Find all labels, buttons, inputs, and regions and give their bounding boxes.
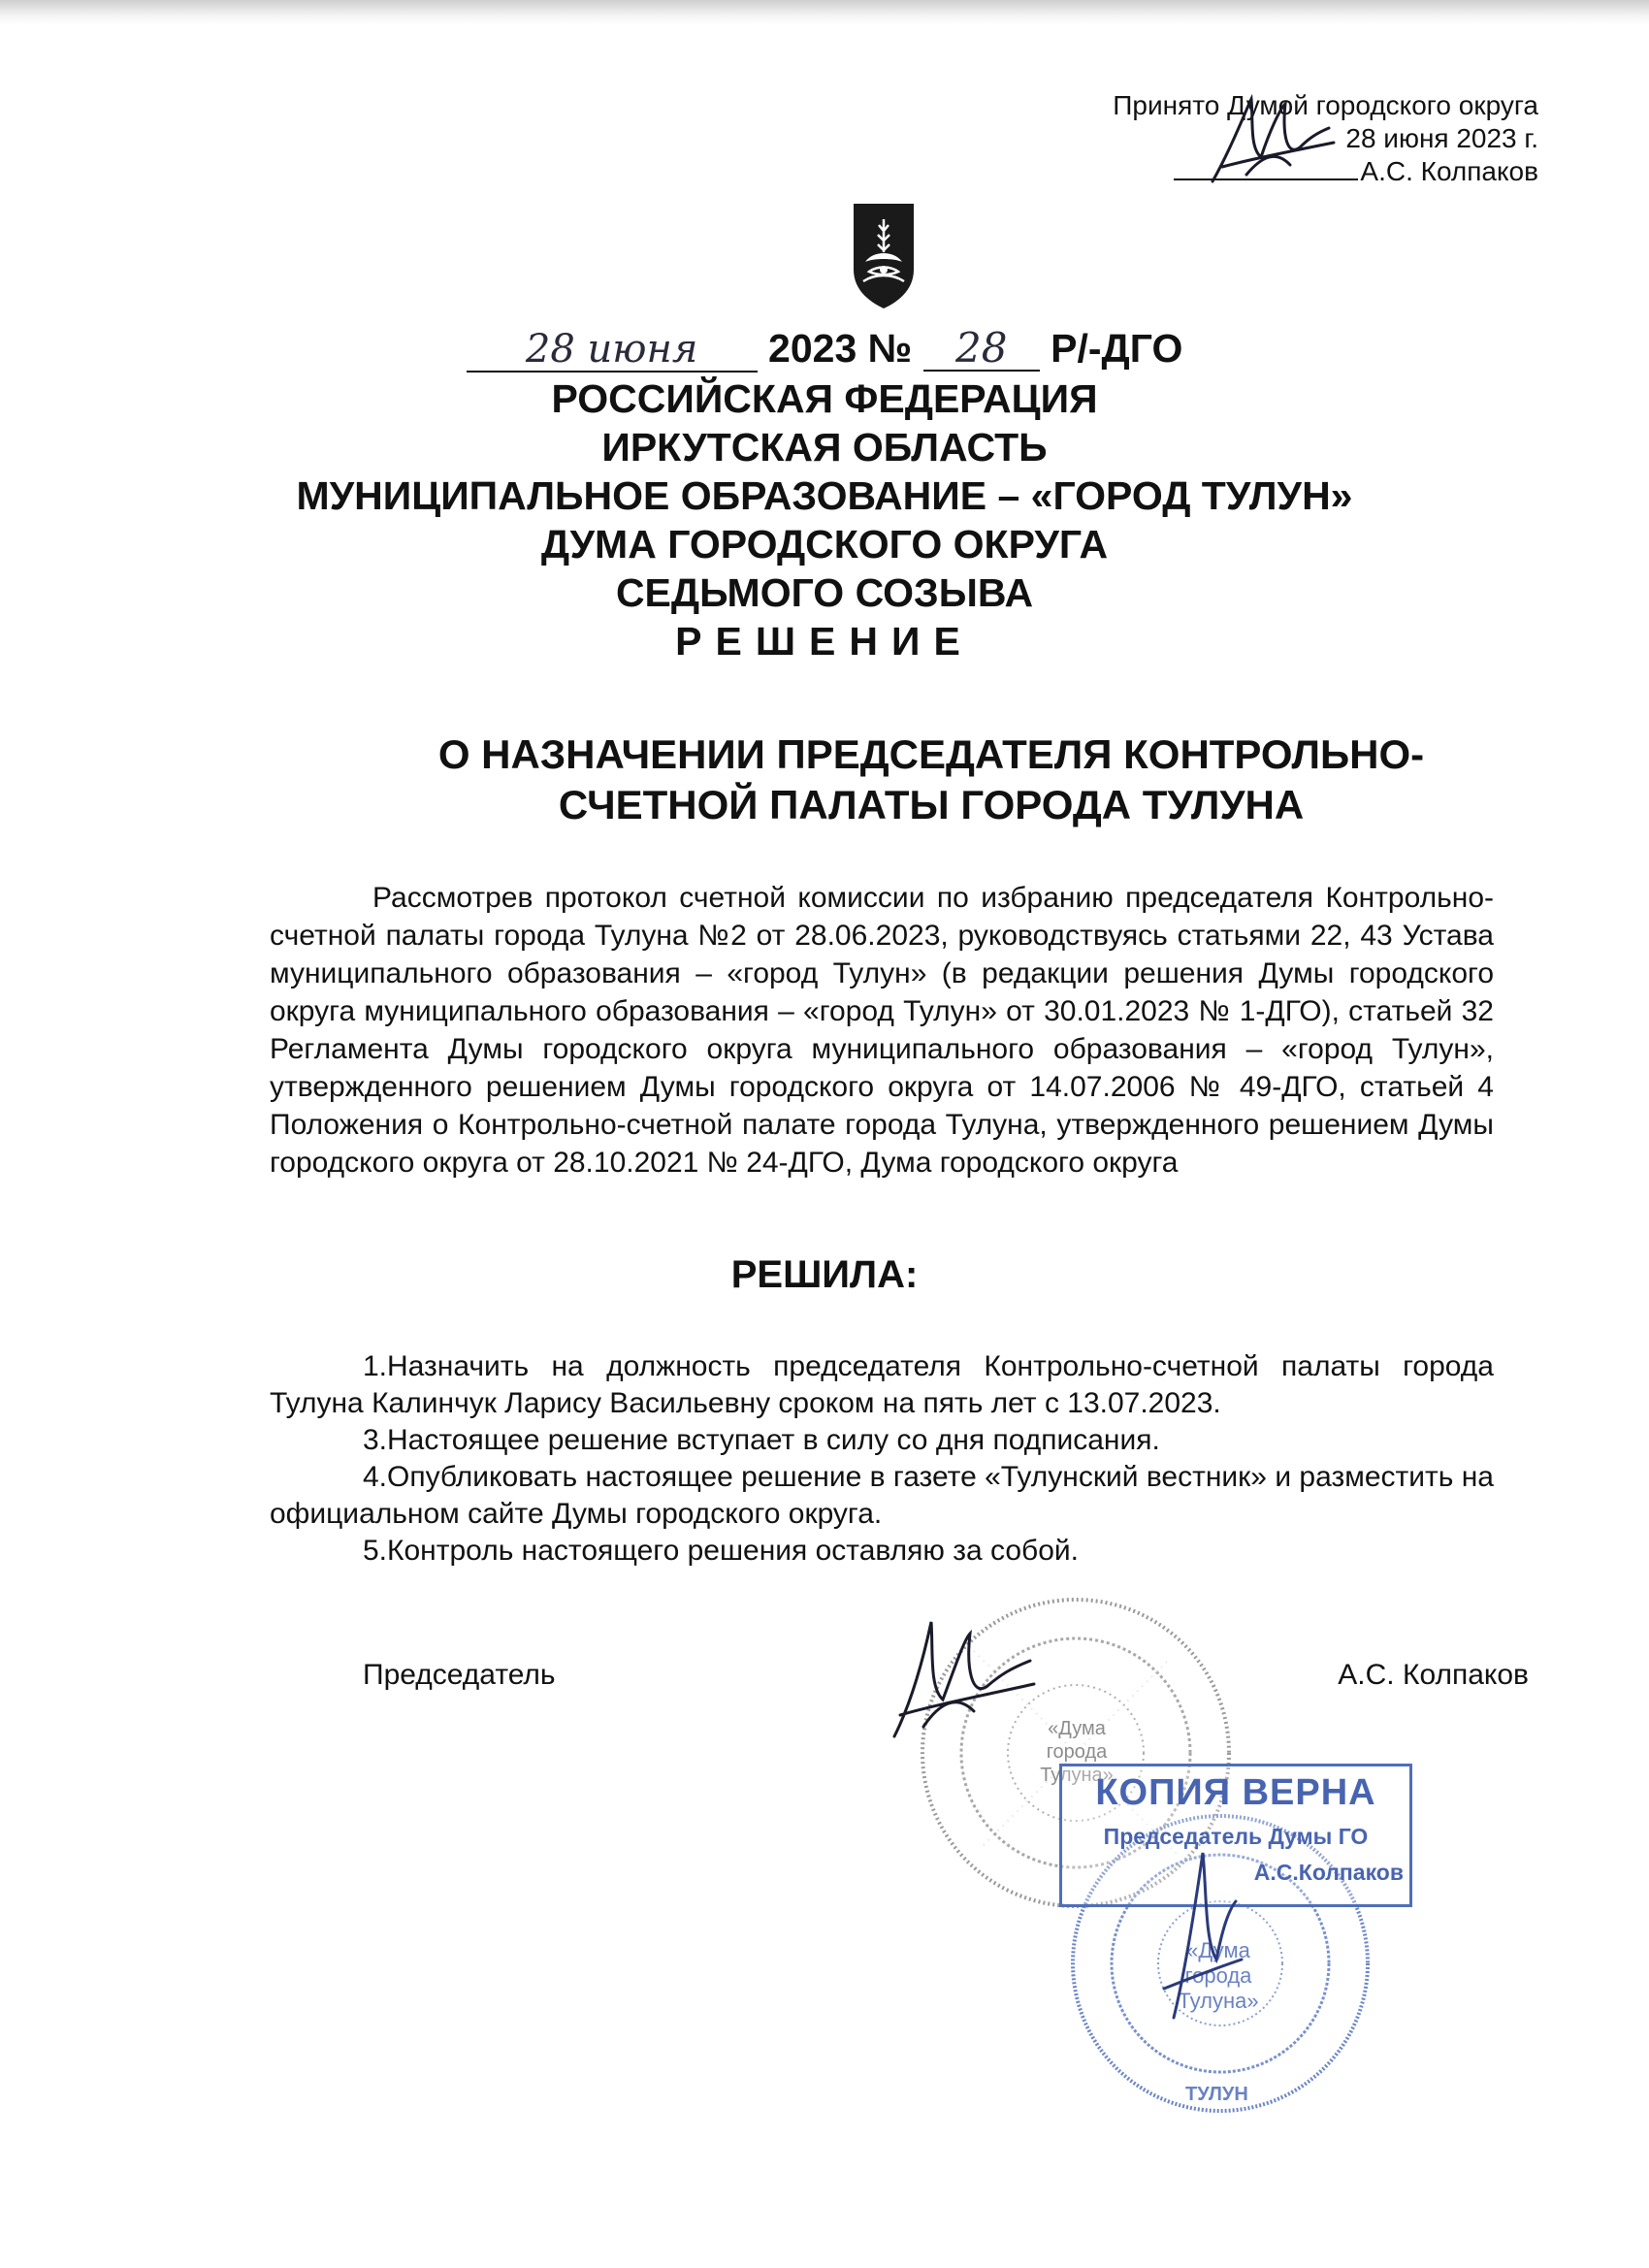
- acceptance-date: 28 июня 2023 г.: [1345, 123, 1538, 153]
- header-region: ИРКУТСКАЯ ОБЛАСТЬ: [601, 425, 1048, 470]
- decision-item: 4.Опубликовать настоящее решение в газете «Тулунский вестник» и разместить на официальном сайте Думы городского округа.: [270, 1461, 1494, 1530]
- document-number-suffix: Р/-ДГО: [1051, 326, 1183, 371]
- seal-ring-city: ТУЛУН: [1185, 2084, 1248, 2105]
- handwritten-date: 28 июня: [467, 328, 758, 373]
- copy-signature: [1135, 1833, 1251, 2027]
- document-year: 2023 №: [768, 326, 913, 371]
- copy-true-name: А.С.Колпаков: [1253, 1860, 1404, 1885]
- coat-of-arms-icon: [852, 202, 916, 310]
- chairman-signature: [875, 1610, 1040, 1756]
- seal-lower-center: «Дума города Тулуна»: [1178, 1938, 1259, 2013]
- header-country: РОССИЙСКАЯ ФЕДЕРАЦИЯ: [551, 376, 1098, 421]
- document-header: [0, 374, 1649, 665]
- decision-item: 5.Контроль настоящего решения оставляю за собой.: [363, 1535, 1079, 1567]
- preamble: [270, 879, 1494, 1182]
- preamble-text: Рассмотрев протокол счетной комиссии по избранию председателя Контрольно-счетной палаты города Тулуна №2 от 28.06.2023, руководствуясь статьями 22, 43 Устава муниципального образования – «город Тулун» (в редакции решения Думы городского округа муниципального образования – «город Тулун» от 30.01.2023 № 1-ДГО), статьей 32 Регламента Думы городского округа муниципального образования – «город Тулун», утвержденного решением Думы городского округа от 14.07.2006 № 49-ДГО, статьей 4 Положения о Контрольно-счетной палате города Тулуна, утвержденного решением Думы городского округа от 28.10.2021 № 24-ДГО, Дума городского округа: [270, 882, 1494, 1179]
- copy-true-heading: КОПИЯ ВЕРНА: [1095, 1772, 1376, 1813]
- chairman-name: А.С. Колпаков: [1338, 1659, 1529, 1691]
- header-convocation: СЕДЬМОГО СОЗЫВА: [615, 570, 1034, 615]
- handwritten-number: 28: [923, 327, 1040, 372]
- scan-edge: [0, 0, 1649, 25]
- copy-true-position: Председатель Думы ГО: [1103, 1824, 1369, 1849]
- chairman-title: Председатель: [363, 1659, 556, 1691]
- decision-item: 1.Назначить на должность председателя Контрольно-счетной палаты города Тулуна Калинчук Ларису Васильевну сроком на пять лет с 13.07.2023.: [270, 1350, 1494, 1419]
- title-line-2: СЧЕТНОЙ ПАЛАТЫ ГОРОДА ТУЛУНА: [558, 782, 1305, 827]
- decision-item: 3.Настоящее решение вступает в силу со дня подписания.: [363, 1424, 1160, 1456]
- header-municipality: МУНИЦИПАЛЬНОЕ ОБРАЗОВАНИЕ – «ГОРОД ТУЛУН»: [296, 473, 1353, 518]
- acceptance-signer: А.С. Колпаков: [1360, 156, 1538, 186]
- seal-upper-center: «Дума города Тулуна»: [1040, 1718, 1114, 1786]
- title-line-1: О НАЗНАЧЕНИИ ПРЕДСЕДАТЕЛЯ КОНТРОЛЬНО-: [437, 731, 1425, 777]
- acceptance-line-1: Принято Думой городского округа: [1113, 90, 1538, 120]
- header-decision: РЕШЕНИЕ: [675, 619, 974, 664]
- signature-top: [1193, 89, 1339, 196]
- decision-items: [270, 1348, 1494, 1570]
- document-title: [369, 729, 1494, 830]
- header-duma: ДУМА ГОРОДСКОГО ОКРУГА: [540, 522, 1109, 567]
- document-number-line: [0, 326, 1649, 373]
- resolved-heading: РЕШИЛА:: [730, 1253, 919, 1296]
